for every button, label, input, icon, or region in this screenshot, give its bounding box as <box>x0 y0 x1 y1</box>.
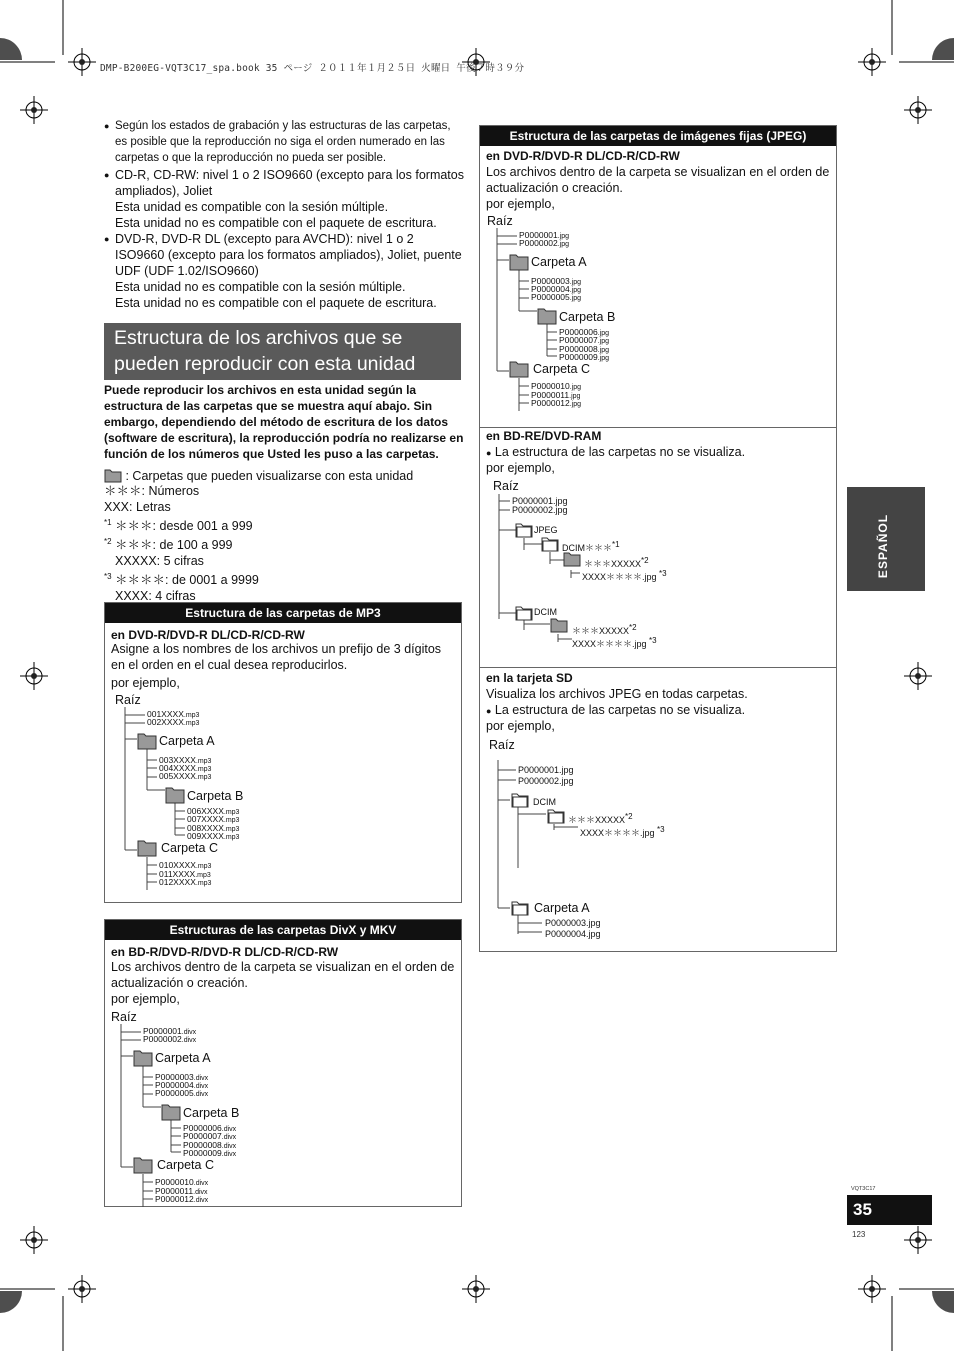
file-name: P0000001 <box>512 496 554 506</box>
file-ext: .jpg <box>569 401 582 408</box>
intro-text-3c: Esta unidad no es compatible con el paquete de escritura. <box>115 296 437 310</box>
file-name: 003XXXX <box>159 755 196 765</box>
file-numbered: XXXX＊＊＊＊.jpg <box>572 639 647 649</box>
file-name: P0000003 <box>155 1072 194 1082</box>
legend-note2b: XXXXX: 5 cifras <box>115 554 204 569</box>
jpeg-box-title: Estructura de las carpetas de imágenes fijas (JPEG) <box>480 126 836 146</box>
file-name: 008XXXX <box>187 823 224 833</box>
note-marker: *3 <box>659 569 667 578</box>
file-ext: .divx <box>193 1075 209 1082</box>
file-name: P0000004 <box>155 1080 194 1090</box>
bullet-icon: ● <box>104 170 110 180</box>
mp3-description: Asigne a los nombres de los archivos un prefijo de 3 dígitos en el orden en el cual desea reproducirlos. <box>111 642 442 672</box>
folder-c-label: Carpeta C <box>157 1158 214 1172</box>
language-tab <box>847 487 925 591</box>
file-ext: .jpg <box>569 287 582 294</box>
note-marker: *2 <box>625 812 633 821</box>
sub-numbered: ＊＊＊XXXXX <box>572 626 630 636</box>
folder-icon <box>137 838 157 858</box>
file-name: 001XXXX <box>147 709 184 719</box>
note-marker: *2 <box>641 556 649 565</box>
root-file-2 <box>519 239 569 250</box>
folder-a-label: Carpeta A <box>155 1051 211 1065</box>
file-name: P0000007 <box>183 1131 222 1141</box>
jpeg-description-dvd: Los archivos dentro de la carpeta se visualizan en el orden de actualización o creación. <box>486 165 830 195</box>
file-name: P0000009 <box>559 352 598 362</box>
note-marker: *3 <box>649 636 657 645</box>
sd-dcim-label: DCIM <box>533 797 556 807</box>
folder-a-label: Carpeta A <box>531 255 587 269</box>
section-title: Estructura de los archivos que se pueden reproducir con esta unidad <box>104 323 461 380</box>
jpeg-example-sd: por ejemplo, <box>486 719 555 733</box>
folder-a-file-3 <box>531 293 581 304</box>
file-name: P0000012 <box>155 1194 194 1204</box>
file-ext: .divx <box>193 1197 209 1204</box>
file-name: P0000002 <box>519 238 558 248</box>
folder-a-file-3 <box>155 1089 208 1100</box>
file-ext: .jpg <box>559 765 574 775</box>
file-name: P0000010 <box>531 381 570 391</box>
legend-folders-text: : Carpetas que pueden visualizarse con esta unidad <box>125 469 414 483</box>
mp3-folder-tree <box>105 693 461 898</box>
mp3-example: por ejemplo, <box>111 676 180 690</box>
file-ext: .divx <box>221 1143 237 1150</box>
folder-icon <box>137 731 157 751</box>
file-ext: .jpg <box>597 338 610 345</box>
jpeg-subtitle-dvd: en DVD-R/DVD-R DL/CD-R/CD-RW <box>486 149 680 163</box>
note-marker: *3 <box>104 572 112 582</box>
intro-text-3a: DVD-R, DVD-R DL (excepto para AVCHD): nivel 1 o 2 ISO9660 (excepto para los formatos ampliados), Joliet, puente UDF (UDF 1.02/ISO9660) <box>115 232 462 278</box>
folder-c-label: Carpeta C <box>161 841 218 855</box>
file-name: P0000001 <box>143 1026 182 1036</box>
bdre-file-2 <box>512 506 568 515</box>
jpeg-folder-label: JPEG <box>534 525 558 535</box>
file-name: 006XXXX <box>187 806 224 816</box>
folder-icon <box>509 359 529 379</box>
legend-note1 <box>104 515 464 534</box>
legend-note3 <box>104 569 464 588</box>
root-file-2 <box>147 718 199 729</box>
file-name: P0000002 <box>143 1034 182 1044</box>
bullet-icon: ● <box>104 121 110 131</box>
folder-icon <box>511 791 529 809</box>
divx-subtitle: en BD-R/DVD-R/DVD-R DL/CD-R/CD-RW <box>111 945 339 959</box>
language-tab-label: ESPAÑOL <box>876 513 891 579</box>
file-ext: .divx <box>193 1189 208 1196</box>
divx-example: por ejemplo, <box>111 992 180 1006</box>
jpeg-subtitle-bdre: en BD-RE/DVD-RAM <box>486 429 602 443</box>
root-file-2 <box>143 1035 196 1046</box>
sub-numbered: ＊＊＊XXXXX <box>568 815 626 825</box>
file-ext: .mp3 <box>183 720 200 727</box>
note-marker: *2 <box>629 623 637 632</box>
note-marker: *1 <box>612 540 620 549</box>
intro-bullets <box>104 118 464 311</box>
file-name: 007XXXX <box>187 814 224 824</box>
file-name: P0000004 <box>545 929 587 939</box>
folder-icon <box>537 306 557 326</box>
file-ext: .jpg <box>569 295 582 302</box>
file-name: P0000002 <box>518 776 560 786</box>
divider <box>480 667 836 668</box>
folder-c-file-3 <box>155 1195 208 1206</box>
legend-note2 <box>104 534 464 553</box>
file-numbered: XXXX＊＊＊＊.jpg <box>580 828 655 838</box>
file-ext: .jpg <box>586 918 601 928</box>
sd-sub-label <box>568 812 633 825</box>
sd-file-numbered <box>580 825 665 838</box>
mp3-box <box>104 602 462 903</box>
page-sub-number: 123 <box>852 1230 866 1239</box>
folder-icon <box>541 535 559 553</box>
sd-file-1 <box>518 766 574 775</box>
file-name: P0000008 <box>559 344 598 354</box>
folder-b-label: Carpeta B <box>183 1106 240 1120</box>
dcim-file-label <box>572 636 657 649</box>
intro-bullet-2 <box>104 167 464 231</box>
folder-a-label: Carpeta A <box>159 734 215 748</box>
jpeg-folder-tree <box>477 214 833 419</box>
file-name: 004XXXX <box>159 763 196 773</box>
root-label: Raíz <box>111 1010 137 1024</box>
file-name: P0000003 <box>531 276 570 286</box>
file-name: 010XXXX <box>159 860 196 870</box>
file-header: DMP-B200EG-VQT3C17_spa.book 35 ページ ２０１１年１月２５日 火曜日 午後７時３９分 <box>100 63 525 74</box>
folder-icon <box>515 521 533 539</box>
jpeg-description-bdre-text: La estructura de las carpetas no se visualiza. <box>494 445 746 459</box>
file-name: P0000010 <box>155 1177 194 1187</box>
file-ext: .mp3 <box>195 774 212 781</box>
divx-description: Los archivos dentro de la carpeta se visualizan en el orden de actualización o creación. <box>111 960 455 990</box>
note-marker: *1 <box>104 518 112 527</box>
file-name: P0000011 <box>155 1186 194 1196</box>
bullet-icon: ● <box>104 234 110 244</box>
sd-folder-a-label: Carpeta A <box>534 901 590 915</box>
legend <box>104 467 464 604</box>
file-name: P0000006 <box>183 1123 222 1133</box>
file-ext: .jpg <box>569 384 582 391</box>
file-name: 011XXXX <box>159 869 196 879</box>
file-ext: .jpg <box>553 496 568 506</box>
file-name: P0000007 <box>559 335 598 345</box>
file-ext: .divx <box>193 1083 209 1090</box>
mp3-subtitle: en DVD-R/DVD-R DL/CD-R/CD-RW <box>111 628 305 642</box>
folder-c-file-3 <box>531 399 581 410</box>
file-ext: .jpg <box>569 393 581 400</box>
root-label: Raíz <box>115 693 141 707</box>
legend-folders <box>104 467 464 483</box>
divx-folder-tree <box>101 1010 457 1205</box>
file-ext: .jpg <box>597 347 610 354</box>
folder-icon <box>509 252 529 272</box>
file-ext: .divx <box>181 1037 197 1044</box>
file-name: 012XXXX <box>159 877 196 887</box>
folder-b-label: Carpeta B <box>187 789 244 803</box>
lead-paragraph: Puede reproducir los archivos en esta unidad según la estructura de las carpetas que se muestra aquí abajo. Sin embargo, dependiendo del método de escritura de los datos (software de escritura), la reproducción podría no realizarse en función de los números que Usted les puso a las carpetas. <box>104 383 464 461</box>
intro-bullet-3 <box>104 231 464 311</box>
jpeg-box <box>479 125 837 952</box>
legend-note2-text: ＊＊＊: de 100 a 999 <box>115 538 233 553</box>
file-ext: .divx <box>193 1091 209 1098</box>
file-ext: .jpg <box>597 355 610 362</box>
dcim-label: DCIM <box>534 607 557 617</box>
file-name: P0000001 <box>518 765 560 775</box>
file-ext: .divx <box>221 1134 237 1141</box>
sub-numbered-label <box>584 556 649 569</box>
file-name: P0000003 <box>545 918 587 928</box>
intro-text-3b: Esta unidad no es compatible con la sesión múltiple. <box>115 280 406 294</box>
file-ext: .mp3 <box>223 817 240 824</box>
file-name: P0000002 <box>512 505 554 515</box>
folder-icon <box>550 616 568 634</box>
file-name: 009XXXX <box>187 831 224 841</box>
legend-letters: XXX: Letras <box>104 500 171 514</box>
jpeg-description-sd: Visualiza los archivos JPEG en todas carpetas. <box>486 687 748 701</box>
folder-b-label: Carpeta B <box>559 310 616 324</box>
file-numbered-label <box>582 569 667 582</box>
file-ext: .jpg <box>597 330 610 337</box>
page-code: VQT3C17 <box>851 1186 876 1192</box>
root-label: Raíz <box>487 214 513 228</box>
file-ext: .mp3 <box>223 834 240 841</box>
jpeg-description-bdre <box>486 444 745 461</box>
jpeg-description-sd-b <box>486 702 745 719</box>
intro-text-2c: Esta unidad no es compatible con el paquete de escritura. <box>115 216 437 230</box>
file-ext: .jpg <box>586 929 601 939</box>
file-ext: .jpg <box>553 505 568 515</box>
sd-root-label: Raíz <box>489 738 515 752</box>
file-ext: .mp3 <box>195 863 212 870</box>
file-ext: .mp3 <box>195 766 212 773</box>
file-name: P0000001 <box>519 230 558 240</box>
file-ext: .jpg <box>557 233 570 240</box>
file-ext: .jpg <box>557 241 570 248</box>
file-numbered: XXXX＊＊＊＊.jpg <box>582 572 657 582</box>
jpeg-subtitle-sd: en la tarjeta SD <box>486 671 573 685</box>
sd-file-4 <box>545 930 601 939</box>
intro-text-2a: CD-R, CD-RW: nivel 1 o 2 ISO9660 (excepto para los formatos ampliados), Joliet <box>115 168 464 198</box>
file-ext: .mp3 <box>195 880 212 887</box>
file-ext: .mp3 <box>183 712 200 719</box>
file-ext: .mp3 <box>195 758 212 765</box>
page-number: 35 <box>847 1195 932 1225</box>
file-ext: .mp3 <box>223 826 240 833</box>
divx-box-title: Estructuras de las carpetas DivX y MKV <box>105 920 461 940</box>
folder-c-file-3 <box>159 878 211 889</box>
file-name: 002XXXX <box>147 717 184 727</box>
file-ext: .mp3 <box>195 872 211 879</box>
bdre-root-label: Raíz <box>493 479 519 493</box>
sd-file-2 <box>518 777 574 786</box>
file-name: P0000005 <box>155 1088 194 1098</box>
file-ext: .jpg <box>569 279 582 286</box>
folder-icon <box>547 807 565 825</box>
file-name: P0000011 <box>531 390 570 400</box>
legend-note3-text: ＊＊＊＊: de 0001 a 9999 <box>115 573 259 588</box>
legend-numbers: ＊＊＊: Números <box>104 484 200 498</box>
legend-note1-text: ＊＊＊: desde 001 a 999 <box>115 519 253 534</box>
folder-icon <box>133 1155 153 1175</box>
file-name: P0000004 <box>531 284 570 294</box>
file-name: P0000006 <box>559 327 598 337</box>
bullet-icon: ● <box>486 706 492 716</box>
jpeg-example-bdre: por ejemplo, <box>486 461 555 475</box>
file-name: P0000012 <box>531 398 570 408</box>
file-ext: .jpg <box>559 776 574 786</box>
file-ext: .divx <box>181 1029 197 1036</box>
dcim-numbered: DCIM＊＊＊ <box>562 543 612 553</box>
bullet-icon: ● <box>486 448 492 458</box>
mp3-box-title: Estructura de las carpetas de MP3 <box>105 603 461 623</box>
dcim-sub-label <box>572 623 637 636</box>
note-marker: *2 <box>104 537 112 547</box>
sub-numbered: ＊＊＊XXXXX <box>584 559 642 569</box>
file-ext: .divx <box>193 1180 209 1187</box>
folder-icon <box>515 604 533 622</box>
intro-text-2b: Esta unidad es compatible con la sesión múltiple. <box>115 200 389 214</box>
file-ext: .divx <box>221 1126 237 1133</box>
folder-icon <box>104 467 122 483</box>
folder-c-label: Carpeta C <box>533 362 590 376</box>
file-name: P0000008 <box>183 1140 222 1150</box>
folder-icon <box>511 899 529 917</box>
intro-text-1: Según los estados de grabación y las estructuras de las carpetas, es posible que la reproducción no siga el orden numerado en las carpetas o que la reproducción no pueda ser posible. <box>115 120 451 164</box>
folder-icon <box>165 785 185 805</box>
folder-icon <box>563 550 581 568</box>
file-name: P0000009 <box>183 1148 222 1158</box>
note-marker: *3 <box>657 825 665 834</box>
folder-icon <box>133 1048 153 1068</box>
jpeg-description-sd-text: La estructura de las carpetas no se visualiza. <box>494 703 746 717</box>
file-ext: .mp3 <box>223 809 240 816</box>
file-name: 005XXXX <box>159 771 196 781</box>
legend-note3b: XXXX: 4 cifras <box>115 589 196 604</box>
divx-box <box>104 919 462 1207</box>
jpeg-example-dvd: por ejemplo, <box>486 197 555 211</box>
intro-bullet-1 <box>104 118 464 166</box>
folder-icon <box>161 1102 181 1122</box>
sd-file-3 <box>545 919 601 928</box>
folder-a-file-3 <box>159 772 211 783</box>
file-ext: .divx <box>221 1151 237 1158</box>
file-name: P0000005 <box>531 292 570 302</box>
